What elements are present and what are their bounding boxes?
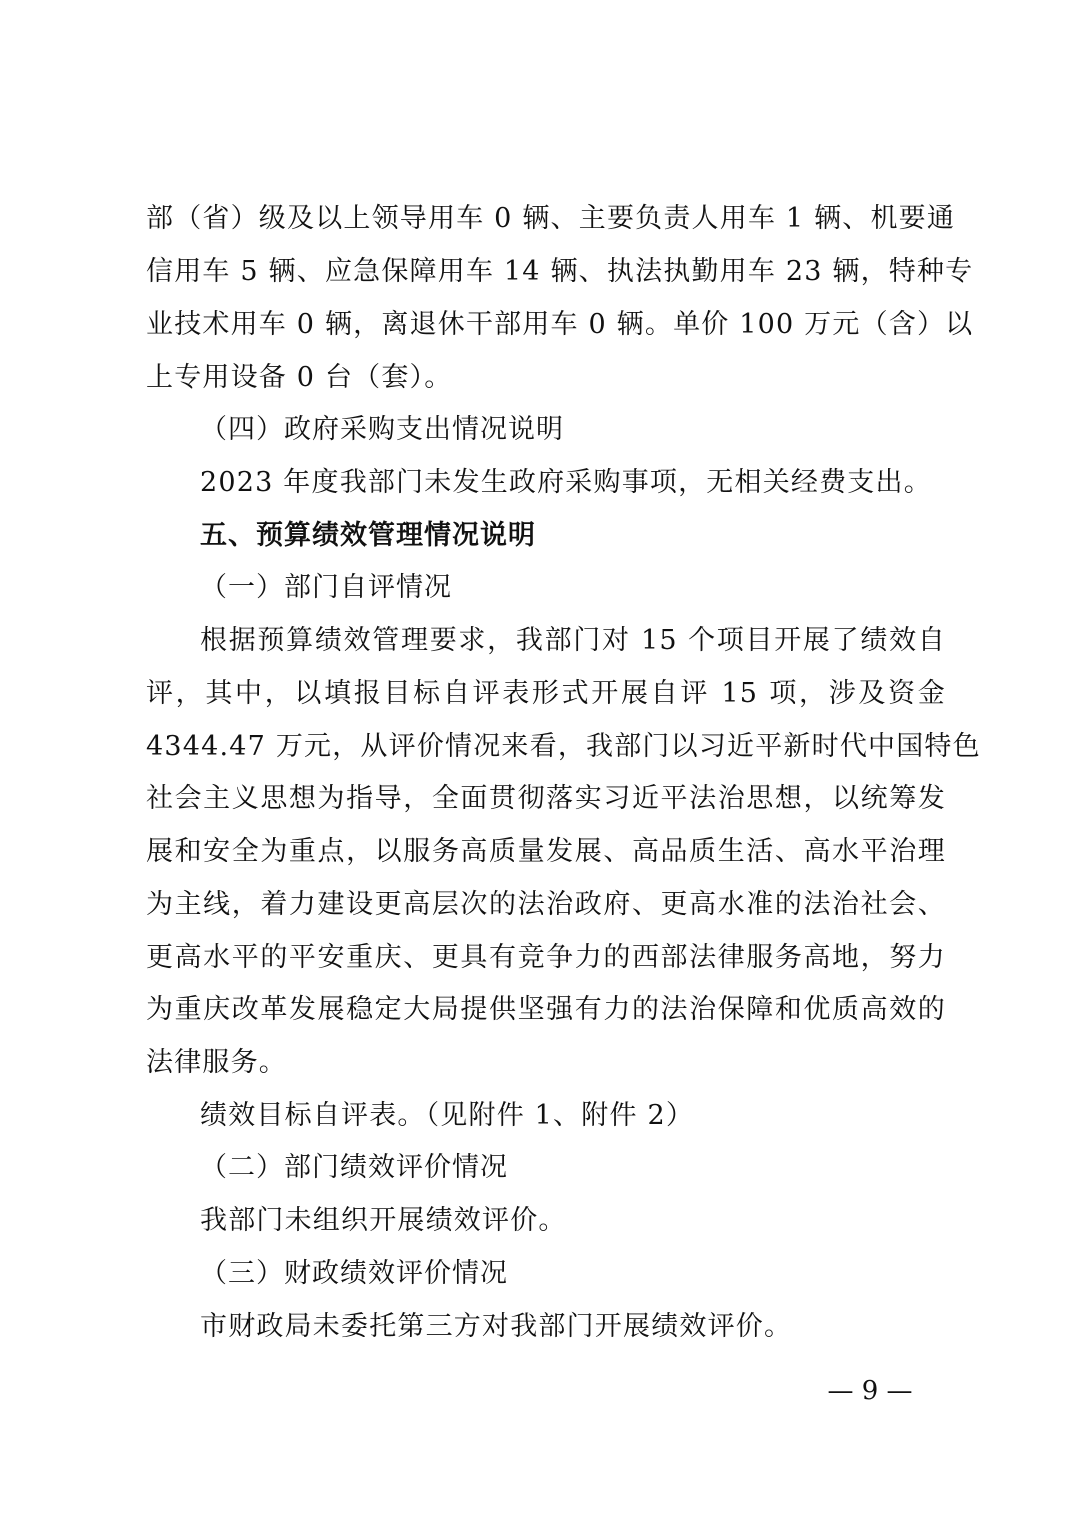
self-eval-paragraph-line-9: 法律服务。 [146, 1047, 287, 1078]
subsection-1-heading: （一）部门自评情况 [200, 572, 452, 603]
page-number: — 9 — [827, 1376, 913, 1406]
vehicles-paragraph-line-3: 业技术用车 0 辆，离退休干部用车 0 辆。单价 100 万元（含）以 [146, 309, 974, 340]
vehicles-paragraph-line-2: 信用车 5 辆、应急保障用车 14 辆、执法执勤用车 23 辆，特种专 [146, 256, 974, 287]
subsection-3-text: 市财政局未委托第三方对我部门开展绩效评价。 [200, 1311, 793, 1342]
section-4-heading: （四）政府采购支出情况说明 [200, 414, 564, 445]
chapter-5-heading: 五、预算绩效管理情况说明 [200, 520, 536, 551]
subsection-3-heading: （三）财政绩效评价情况 [200, 1258, 508, 1289]
self-eval-paragraph-line-3: 4344.47 万元，从评价情况来看，我部门以习近平新时代中国特色 [146, 731, 981, 762]
section-4-text: 2023 年度我部门未发生政府采购事项，无相关经费支出。 [200, 467, 932, 498]
self-eval-table-note: 绩效目标自评表。（见附件 1、附件 2） [200, 1100, 695, 1131]
self-eval-paragraph-line-6: 为主线，着力建设更高层次的法治政府、更高水准的法治社会、 [146, 889, 946, 920]
subsection-2-text: 我部门未组织开展绩效评价。 [200, 1205, 567, 1236]
self-eval-paragraph-line-5: 展和安全为重点，以服务高质量发展、高品质生活、高水平治理 [146, 836, 946, 867]
self-eval-paragraph-line-8: 为重庆改革发展稳定大局提供坚强有力的法治保障和优质高效的 [146, 994, 946, 1025]
self-eval-paragraph-line-1: 根据预算绩效管理要求，我部门对 15 个项目开展了绩效自 [200, 625, 946, 656]
vehicles-paragraph-line-4: 上专用设备 0 台（套）。 [146, 362, 453, 393]
subsection-2-heading: （二）部门绩效评价情况 [200, 1152, 508, 1183]
self-eval-paragraph-line-2: 评，其中，以填报目标自评表形式开展自评 15 项，涉及资金 [146, 678, 946, 709]
self-eval-paragraph-line-4: 社会主义思想为指导，全面贯彻落实习近平法治思想，以统筹发 [146, 783, 946, 814]
vehicles-paragraph-line-1: 部（省）级及以上领导用车 0 辆、主要负责人用车 1 辆、机要通 [146, 203, 956, 234]
self-eval-paragraph-line-7: 更高水平的平安重庆、更具有竞争力的西部法律服务高地，努力 [146, 942, 946, 973]
